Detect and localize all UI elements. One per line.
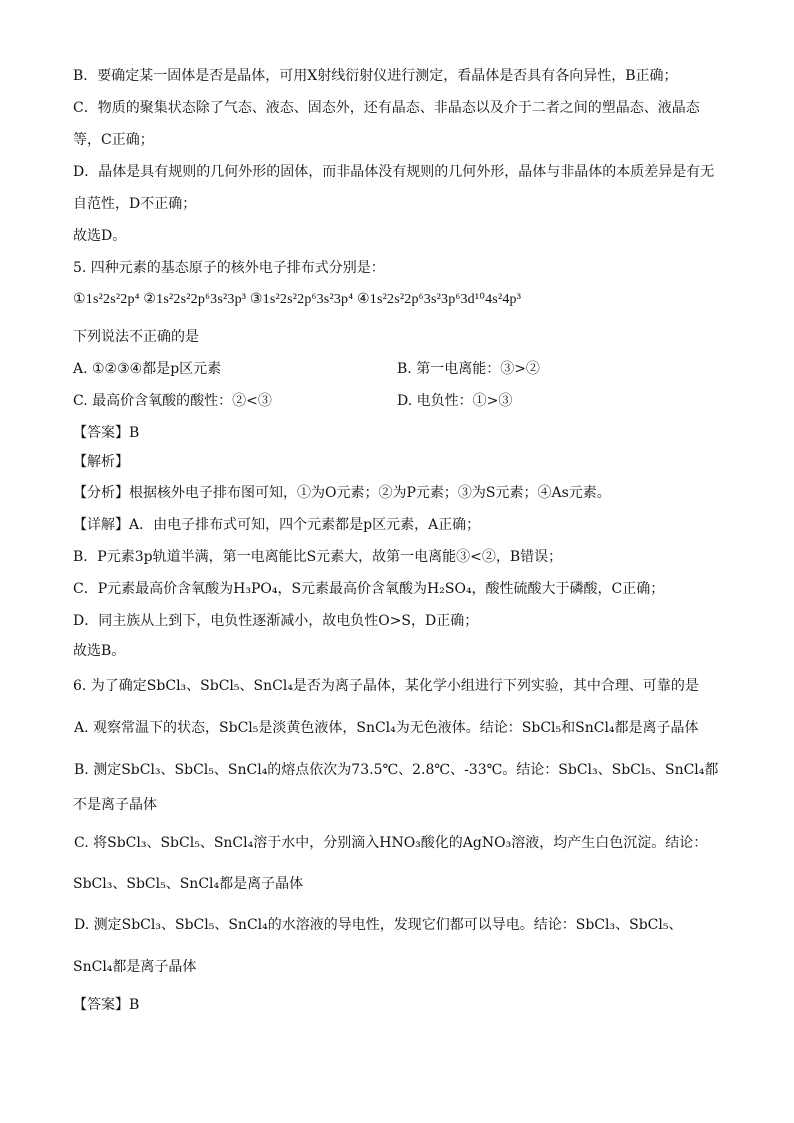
question-5-ask: 下列说法不正确的是 [73, 329, 199, 345]
question-5-option-b: B. 第一电离能：③>② [397, 361, 540, 377]
question-5-detail-b: B．P元素3p轨道半满，第一电离能比S元素大，故第一电离能③<②，B错误； [73, 549, 563, 565]
explanation-c-line-cont: 等，C正确； [73, 132, 154, 148]
question-6-stem: 6. 为了确定SbCl₃、SbCl₅、SnCl₄是否为离子晶体，某化学小组进行下列实验，其中合理、可靠的是 [73, 678, 699, 694]
question-5-option-d: D. 电负性：①>③ [397, 393, 513, 409]
question-5-detail-a: 【详解】A．由电子排布式可知，四个元素都是p区元素，A正确； [73, 517, 481, 533]
question-5-detail-c: C．P元素最高价含氧酸为H₃PO₄，S元素最高价含氧酸为H₂SO₄，酸性硫酸大于磷酸，C正确； [73, 581, 665, 597]
question-6-option-c-cont: SbCl₃、SbCl₅、SnCl₄都是离子晶体 [73, 876, 304, 892]
explanation-b-line: B．要确定某一固体是否是晶体，可用X射线衍射仪进行测定，看晶体是否具有各向异性，B正确； [73, 68, 678, 84]
question-6-option-b: B. 测定SbCl₃、SbCl₅、SnCl₄的熔点依次为73.5℃、2.8℃、-33℃。结论：SbCl₃、SbCl₅、SnCl₄都 [74, 762, 719, 778]
question-5-analysis: 【分析】根据核外电子排布图可知，①为O元素；②为P元素；③为S元素；④As元素。 [73, 485, 611, 501]
question-5-option-a: A. ①②③④都是p区元素 [73, 361, 222, 377]
question-6-option-b-cont: 不是离子晶体 [73, 797, 157, 813]
explanation-d-line-cont: 自范性，D不正确； [73, 196, 197, 212]
question-5-detail-d: D．同主族从上到下，电负性逐渐减小，故电负性O>S，D正确； [73, 613, 479, 629]
explanation-d-line: D．晶体是具有规则的几何外形的固体，而非晶体没有规则的几何外形，晶体与非晶体的本质差异是有无 [73, 164, 715, 180]
choose-d-line: 故选D。 [73, 228, 127, 244]
explanation-c-line: C．物质的聚集状态除了气态、液态、固态外，还有晶态、非晶态以及介于二者之间的塑晶态、液晶态 [73, 100, 700, 116]
question-6-option-d-cont: SnCl₄都是离子晶体 [73, 959, 197, 975]
question-5-answer: 【答案】B [73, 425, 140, 441]
question-6-option-d: D. 测定SbCl₃、SbCl₅、SnCl₄的水溶液的导电性，发现它们都可以导电。结论：SbCl₃、SbCl₅、 [74, 917, 683, 933]
question-5-analysis-heading: 【解析】 [73, 454, 129, 470]
question-5-stem: 5. 四种元素的基态原子的核外电子排布式分别是： [73, 260, 385, 276]
question-5-option-c: C. 最高价含氧酸的酸性：②<③ [73, 393, 272, 409]
electron-configurations: ①1s²2s²2p⁴ ②1s²2s²2p⁶3s²3p³ ③1s²2s²2p⁶3s²3p⁴ ④1s²2s²2p⁶3s²3p⁶3d¹⁰4s²4p³ [73, 292, 522, 307]
question-5-choose: 故选B。 [73, 643, 126, 659]
question-6-option-c: C. 将SbCl₃、SbCl₅、SnCl₄溶于水中，分别滴入HNO₃酸化的AgNO₃溶液，均产生白色沉淀。结论： [74, 835, 708, 851]
question-6-option-a: A. 观察常温下的状态，SbCl₅是淡黄色液体，SnCl₄为无色液体。结论：SbCl₅和SnCl₄都是离子晶体 [74, 720, 699, 736]
question-6-answer: 【答案】B [73, 997, 140, 1013]
